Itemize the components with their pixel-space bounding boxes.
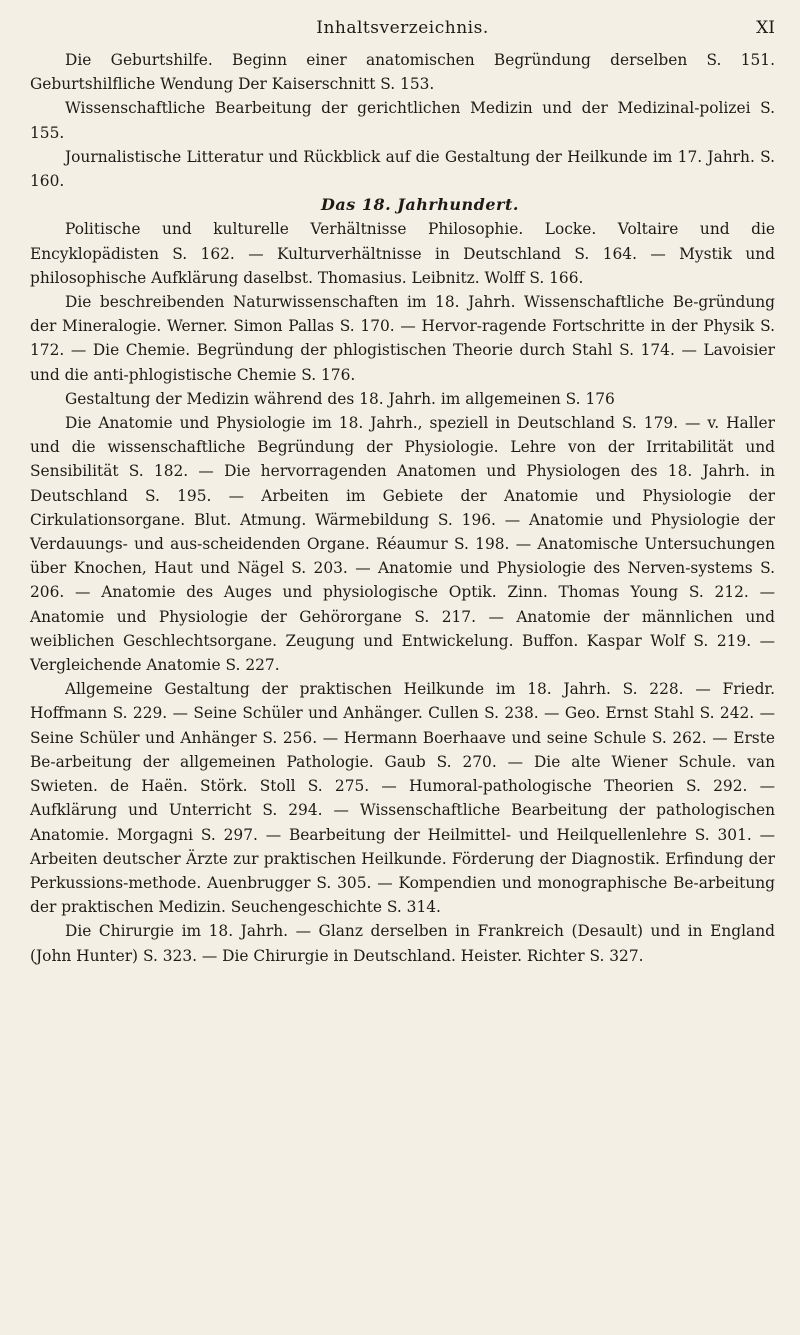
toc-paragraph: Politische und kulturelle Verhältnisse Philosophie. Locke. Voltaire und die Encyklopädisten S. 162. — Kulturverhältnisse in Deutschland S. 164. — Mystik und philosophische Aufklärung daselbst. Thomasius. Leibnitz. Wolff S. 166.: [30, 220, 775, 287]
toc-paragraph: Die beschreibenden Naturwissenschaften im 18. Jahrh. Wissenschaftliche Be-gründung der Mineralogie. Werner. Simon Pallas S. 170. — Hervor-ragende Fortschritte in der Physik S. 172. — Die Chemie. Begründung der phlogistischen Theorie durch Stahl S. 174. — Lavoisier und die anti-phlogistische Chemie S. 176.: [30, 293, 775, 384]
document-page: [30, 0, 775, 1335]
toc-paragraph: Die Anatomie und Physiologie im 18. Jahrh., speziell in Deutschland S. 179. — v. Haller und die wissenschaftliche Begründung der Physiologie. Lehre von der Irritabilität und Sensibilität S. 182. — Die hervorragenden Anatomen und Physiologen des 18. Jahrh. in Deutschland S. 195. — Arbeiten im Gebiete der Anatomie und Physiologie der Cirkulationsorgane. Blut. Atmung. Wärmebildung S. 196. — Anatomie und Physiologie der Verdauungs- und aus-scheidenden Organe. Réaumur S. 198. — Anatomische Untersuchungen über Knochen, Haut und Nägel S. 203. — Anatomie und Physiologie des Nerven-systems S. 206. — Anatomie des Auges und physiologische Optik. Zinn. Thomas Young S. 212. — Anatomie und Physiologie der Gehörorgane S. 217. — Anatomie der männlichen und weiblichen Geschlechtsorgane. Zeugung und Entwickelung. Buffon. Kaspar Wolf S. 219. — Vergleichende Anatomie S. 227.: [30, 414, 775, 675]
page-number: XI: [756, 18, 775, 38]
toc-paragraph: Wissenschaftliche Bearbeitung der gerichtlichen Medizin und der Medizinal-polizei S. 155.: [30, 99, 775, 142]
running-head: [30, 18, 775, 44]
toc-paragraph: Die Geburtshilfe. Beginn einer anatomischen Begründung derselben S. 151. Geburtshilfliche Wendung Der Kaiserschnitt S. 153.: [30, 51, 775, 94]
section-heading: Das 18. Jahrhundert.: [321, 195, 519, 215]
toc-paragraph: Gestaltung der Medizin während des 18. Jahrh. im allgemeinen S. 176: [65, 389, 615, 408]
running-title: Inhaltsverzeichnis.: [316, 18, 489, 38]
toc-paragraph: Allgemeine Gestaltung der praktischen Heilkunde im 18. Jahrh. S. 228. — Friedr. Hoffmann S. 229. — Seine Schüler und Anhänger. Cullen S. 238. — Geo. Ernst Stahl S. 242. — Seine Schüler und Anhänger S. 256. — Hermann Boerhaave und seine Schule S. 262. — Erste Be-arbeitung der allgemeinen Pathologie. Gaub S. 270. — Die alte Wiener Schule. van Swieten. de Haën. Störk. Stoll S. 275. — Humoral-pathologische Theorien S. 292. — Aufklärung und Unterricht S. 294. — Wissenschaftliche Bearbeitung der pathologischen Anatomie. Morgagni S. 297. — Bearbeitung der Heilmittel- und Heilquellenlehre S. 301. — Arbeiten deutscher Ärzte zur praktischen Heilkunde. Förderung der Diagnostik. Erfindung der Perkussions-methode. Auenbrugger S. 305. — Kompendien und monographische Be-arbeitung der praktischen Medizin. Seuchengeschichte S. 314.: [30, 680, 775, 917]
toc-paragraph: Journalistische Litteratur und Rückblick auf die Gestaltung der Heilkunde im 17. Jahrh. S. 160.: [30, 147, 775, 191]
table-of-contents-text: [30, 48, 775, 968]
toc-paragraph: Die Chirurgie im 18. Jahrh. — Glanz derselben in Frankreich (Desault) und in England (John Hunter) S. 323. — Die Chirurgie in Deutschland. Heister. Richter S. 327.: [30, 922, 775, 965]
